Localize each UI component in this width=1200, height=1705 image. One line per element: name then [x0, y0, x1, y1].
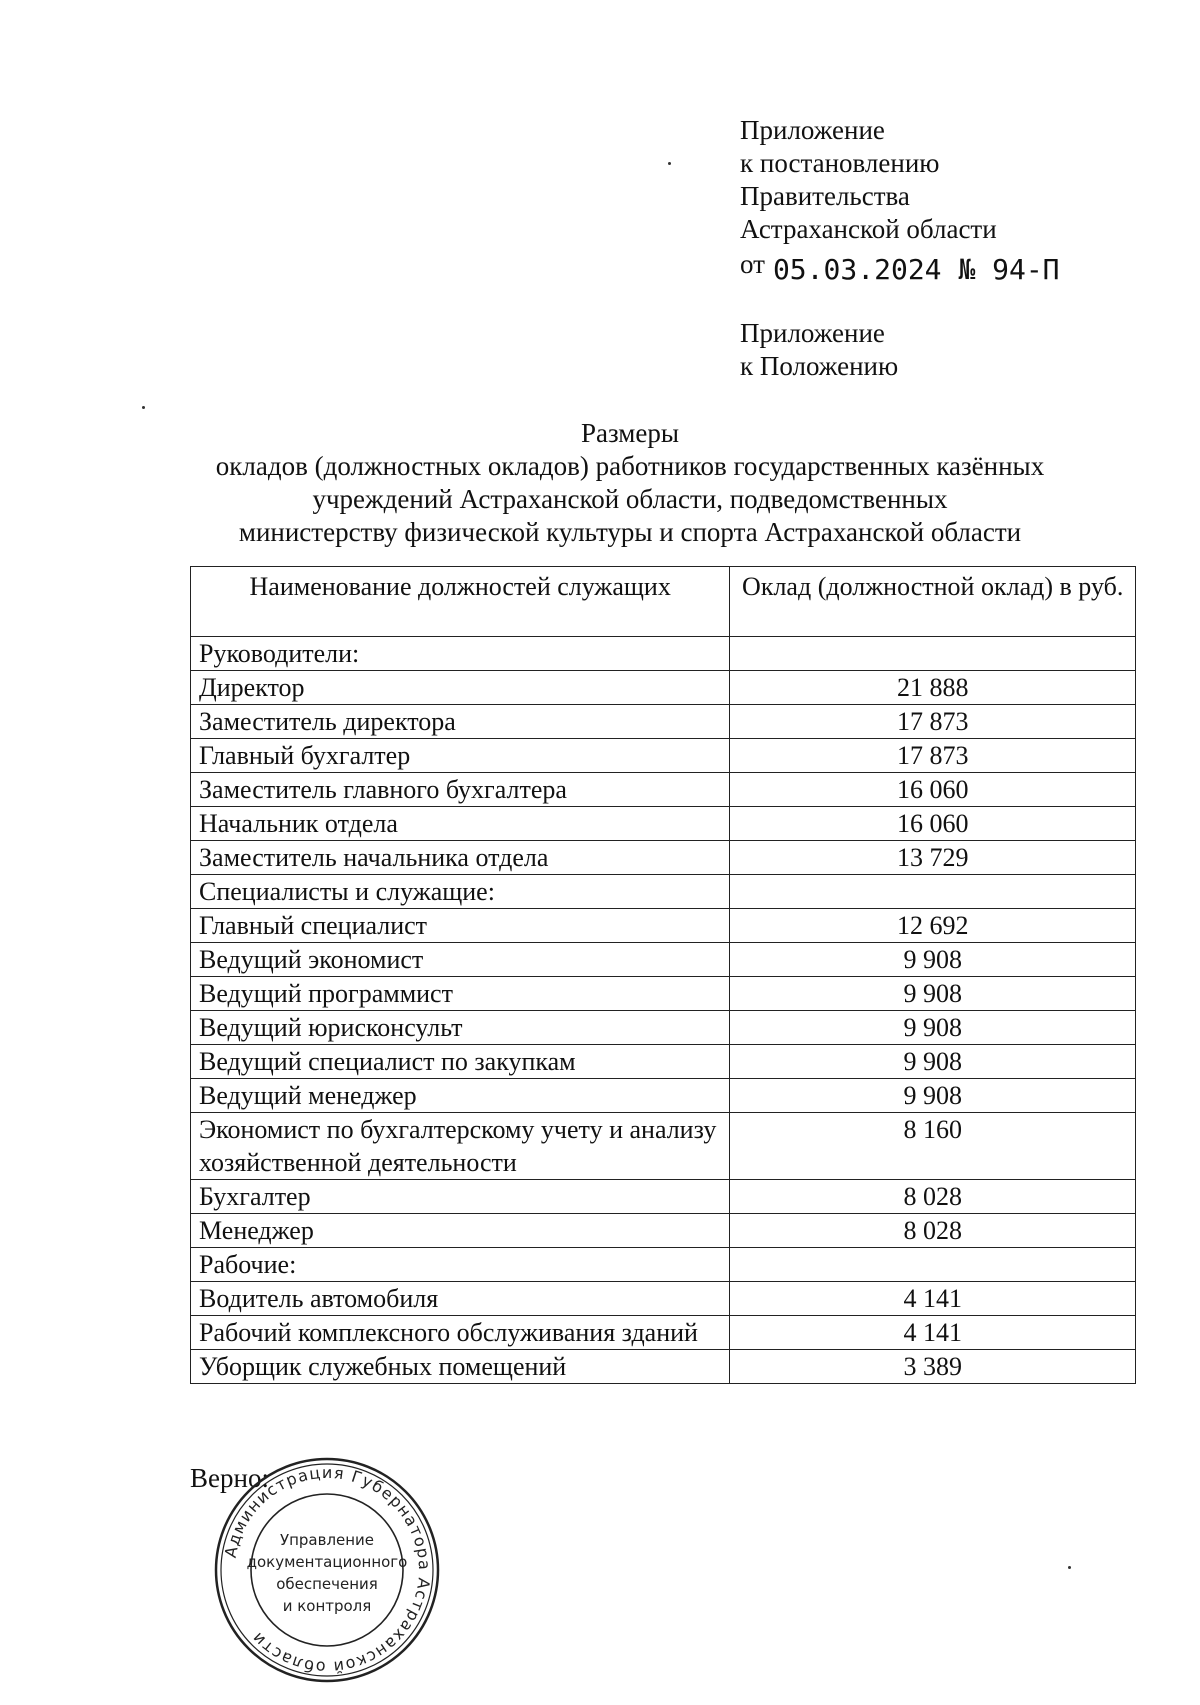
table-header-row: [191, 567, 1136, 637]
salary-table-body: [191, 637, 1136, 1384]
position-name-cell: Ведущий экономист: [191, 943, 730, 977]
position-name-cell: Главный специалист: [191, 909, 730, 943]
salary-value-cell: 17 873: [730, 739, 1136, 773]
decree-date-number: 05.03.2024 № 94-П: [772, 253, 1060, 286]
salary-value-cell: [730, 1248, 1136, 1282]
verno-label: Верно:: [190, 1463, 269, 1493]
position-name-cell: Ведущий специалист по закупкам: [191, 1045, 730, 1079]
table-row: [191, 875, 1136, 909]
table-row: [191, 637, 1136, 671]
position-name-cell: Ведущий юрисконсульт: [191, 1011, 730, 1045]
salary-value-cell: 4 141: [730, 1316, 1136, 1350]
table-row: [191, 807, 1136, 841]
stamp-inner-line: документационного: [246, 1553, 408, 1571]
position-name-cell: Начальник отдела: [191, 807, 730, 841]
table-row: [191, 1350, 1136, 1384]
stamp-inner-line: обеспечения: [276, 1575, 378, 1593]
title-line: министерству физической культуры и спорта Астраханской области: [238, 517, 1022, 547]
header-line: к постановлению: [740, 148, 940, 178]
stamp-inner-line: и контроля: [282, 1597, 372, 1615]
appendix-line: к Положению: [740, 351, 899, 381]
table-row: [191, 1011, 1136, 1045]
salary-value-cell: 8 028: [730, 1180, 1136, 1214]
official-stamp: [212, 1455, 442, 1685]
scan-speck: [1068, 1566, 1071, 1569]
table-row: [191, 1180, 1136, 1214]
title-line: учреждений Астраханской области, подведомственных: [312, 484, 948, 514]
document-title: [200, 417, 1060, 549]
scan-speck: [142, 406, 145, 409]
table-row: [191, 1316, 1136, 1350]
table-row: [191, 671, 1136, 705]
position-name-cell: Руководители:: [191, 637, 730, 671]
position-name-cell: Заместитель начальника отдела: [191, 841, 730, 875]
position-name-cell: Директор: [191, 671, 730, 705]
table-row: [191, 705, 1136, 739]
header-line: Астраханской области: [740, 214, 997, 244]
position-name-cell: Заместитель главного бухгалтера: [191, 773, 730, 807]
salary-value-cell: 3 389: [730, 1350, 1136, 1384]
position-name-cell: Водитель автомобиля: [191, 1282, 730, 1316]
salary-value-cell: 9 908: [730, 1011, 1136, 1045]
salary-value-cell: 16 060: [730, 807, 1136, 841]
column-header-position: Наименование должностей служащих: [191, 567, 730, 637]
table-row: [191, 909, 1136, 943]
position-name-cell: Рабочие:: [191, 1248, 730, 1282]
salary-value-cell: 8 028: [730, 1214, 1136, 1248]
table-row: [191, 977, 1136, 1011]
title-line: окладов (должностных окладов) работников государственных казённых: [215, 451, 1045, 481]
salary-value-cell: [730, 637, 1136, 671]
title-line: Размеры: [581, 418, 679, 448]
appendix-line: Приложение: [740, 318, 885, 348]
salary-value-cell: 4 141: [730, 1282, 1136, 1316]
salary-value-cell: 9 908: [730, 977, 1136, 1011]
position-name-cell: Заместитель директора: [191, 705, 730, 739]
column-header-salary: Оклад (должностной оклад) в руб.: [730, 567, 1136, 637]
table-row: [191, 1214, 1136, 1248]
position-name-cell: Главный бухгалтер: [191, 739, 730, 773]
appendix-header: [740, 114, 1060, 383]
position-name-cell: Рабочий комплексного обслуживания зданий: [191, 1316, 730, 1350]
header-line: Правительства: [740, 181, 910, 211]
date-prefix: от: [740, 249, 765, 279]
header-line: Приложение: [740, 115, 885, 145]
salary-value-cell: 9 908: [730, 943, 1136, 977]
salary-value-cell: 13 729: [730, 841, 1136, 875]
salary-value-cell: 9 908: [730, 1045, 1136, 1079]
salary-value-cell: [730, 875, 1136, 909]
salary-value-cell: 12 692: [730, 909, 1136, 943]
position-name-cell: Ведущий программист: [191, 977, 730, 1011]
decree-date-line: [740, 248, 1060, 287]
salary-value-cell: 16 060: [730, 773, 1136, 807]
position-name-cell: Экономист по бухгалтерскому учету и анализу хозяйственной деятельности: [191, 1113, 730, 1180]
table-row: [191, 1045, 1136, 1079]
position-name-cell: Уборщик служебных помещений: [191, 1350, 730, 1384]
stamp-inner-text: [247, 1531, 408, 1615]
stamp-outer-text: Администрация Губернатора Астраханской области: [220, 1462, 435, 1678]
position-name-cell: Специалисты и служащие:: [191, 875, 730, 909]
table-row: [191, 1079, 1136, 1113]
table-row: [191, 1113, 1136, 1180]
table-row: [191, 739, 1136, 773]
salary-value-cell: 17 873: [730, 705, 1136, 739]
salary-table: [190, 566, 1136, 1384]
salary-value-cell: 21 888: [730, 671, 1136, 705]
stamp-inner-line: Управление: [279, 1531, 375, 1549]
scan-speck: [668, 162, 671, 165]
table-row: [191, 841, 1136, 875]
table-row: [191, 943, 1136, 977]
table-row: [191, 1282, 1136, 1316]
position-name-cell: Ведущий менеджер: [191, 1079, 730, 1113]
position-name-cell: Бухгалтер: [191, 1180, 730, 1214]
position-name-cell: Менеджер: [191, 1214, 730, 1248]
salary-value-cell: 8 160: [730, 1113, 1136, 1180]
salary-value-cell: 9 908: [730, 1079, 1136, 1113]
table-row: [191, 773, 1136, 807]
table-row: [191, 1248, 1136, 1282]
